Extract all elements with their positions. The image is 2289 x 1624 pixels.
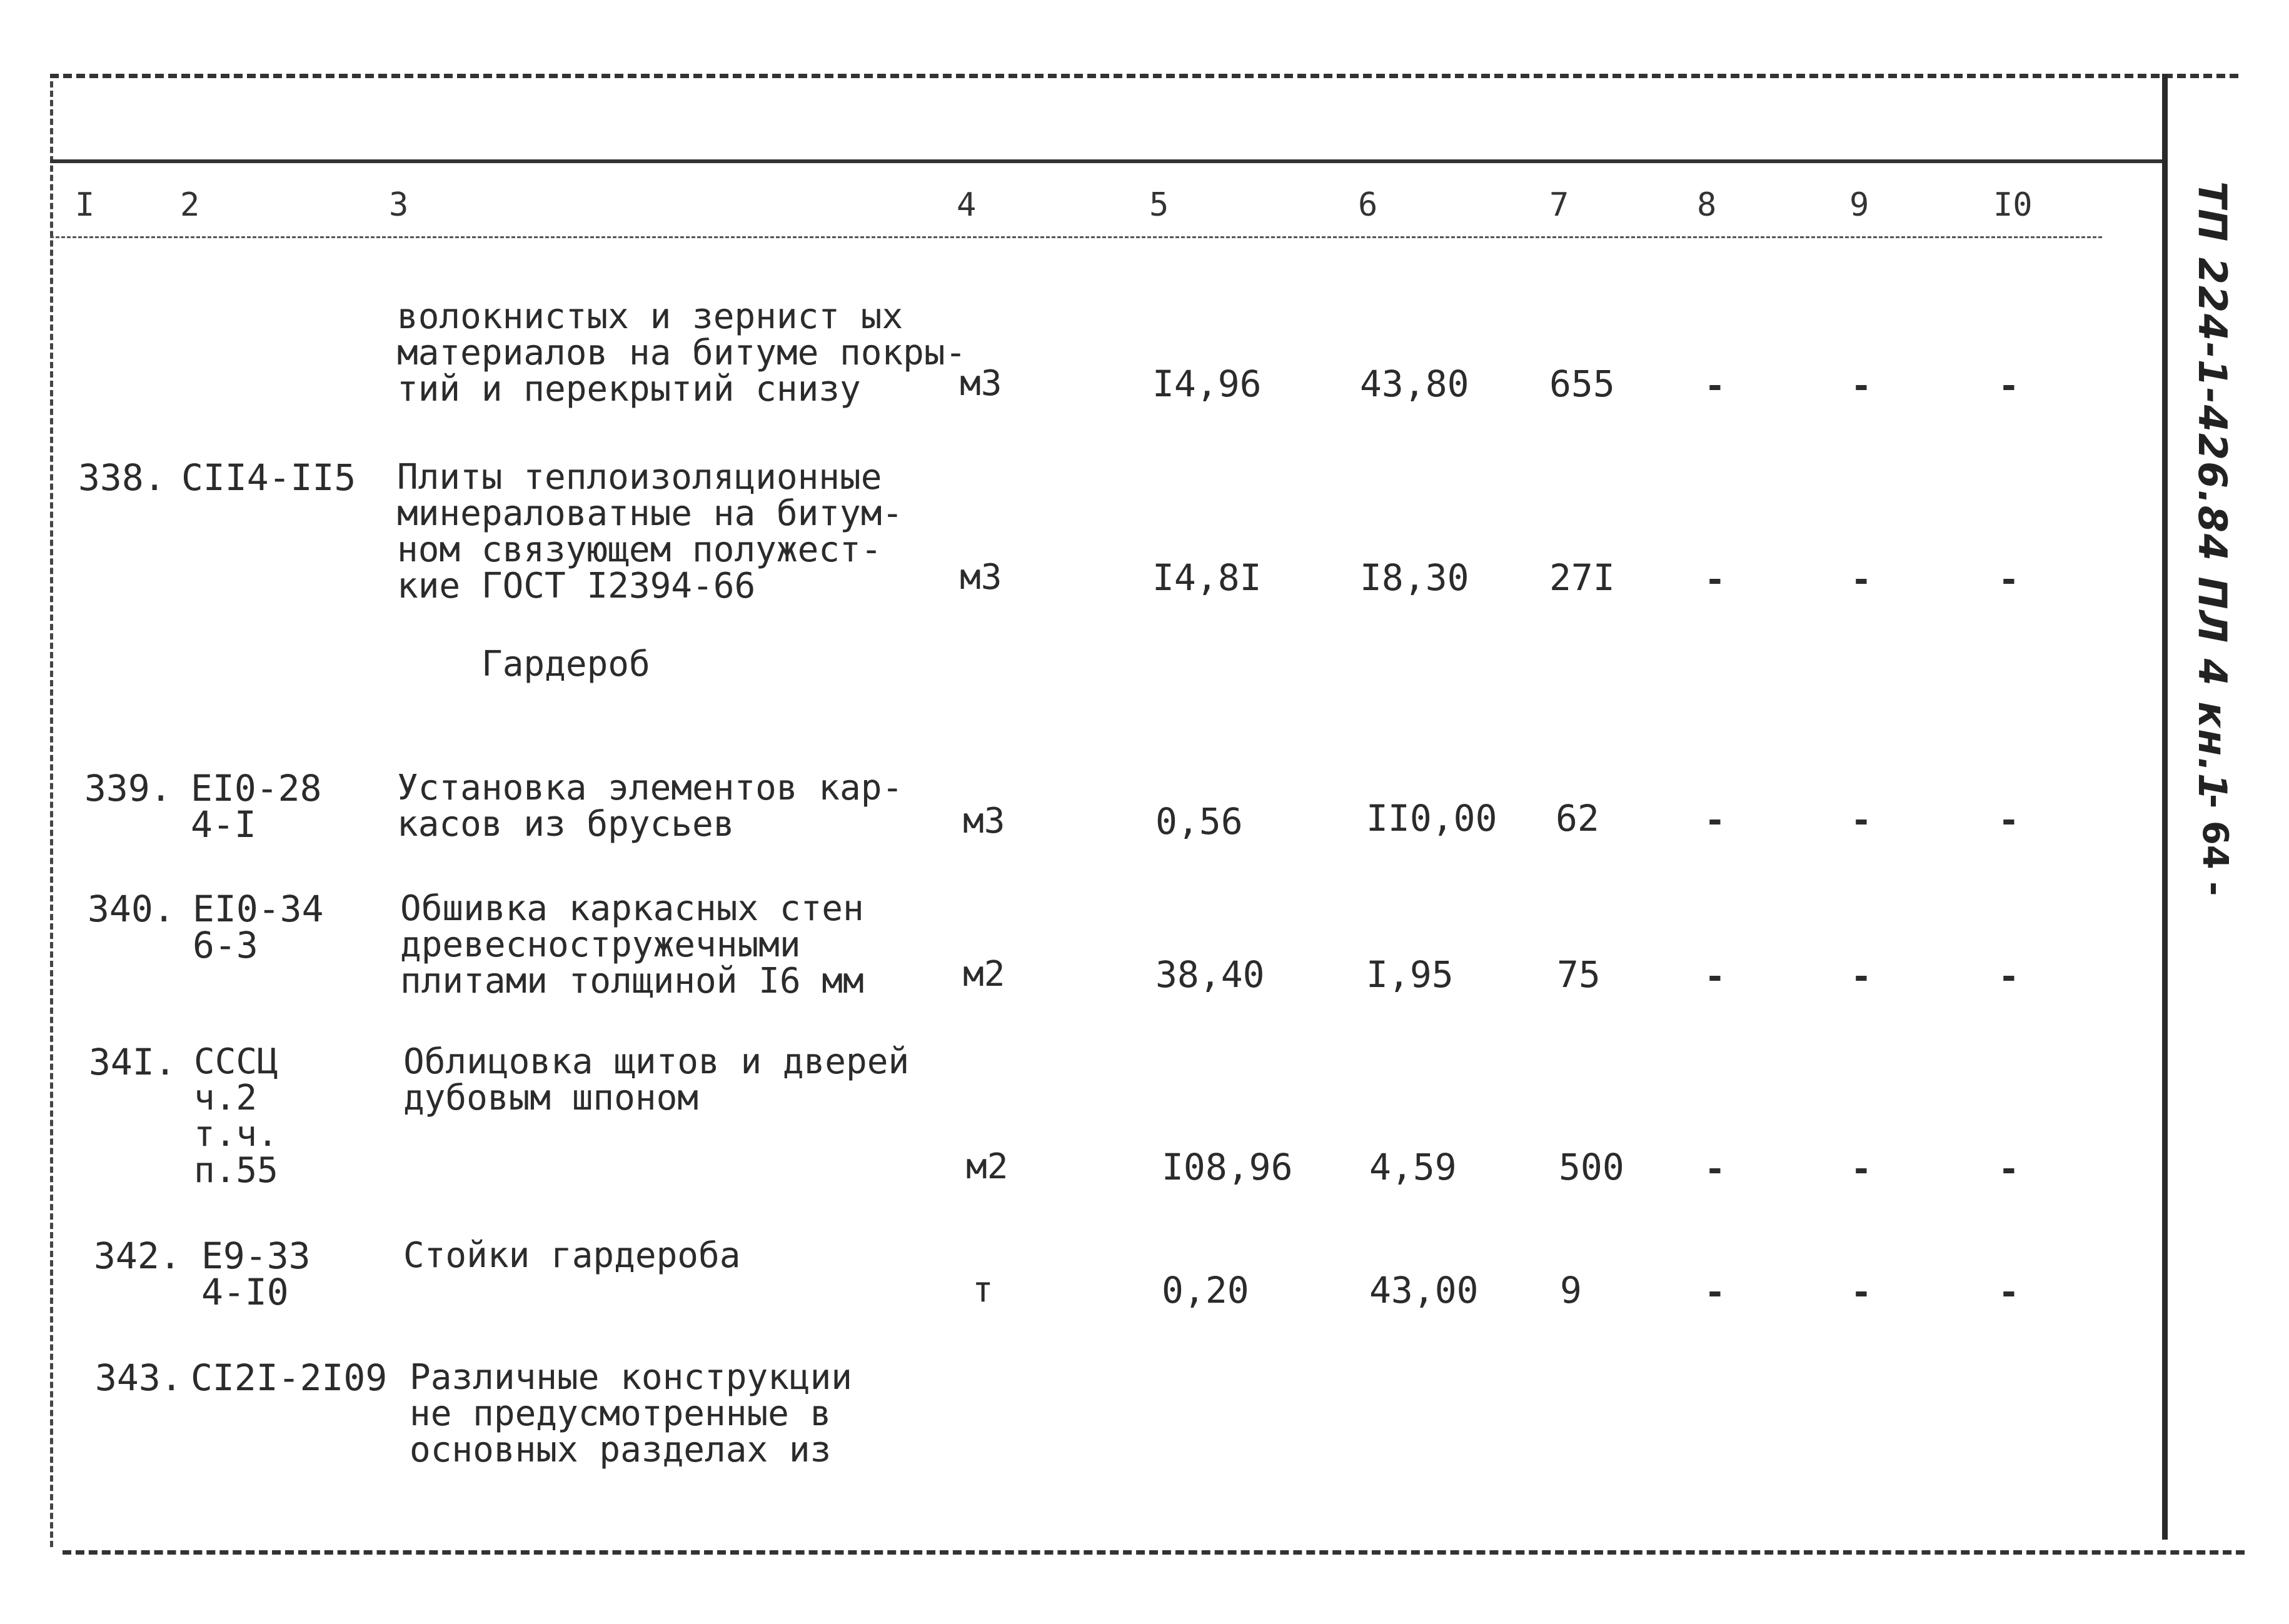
frame-bottom-border	[63, 1550, 2245, 1555]
row-code: EI0-28 4-I	[191, 767, 322, 846]
row-col10: -	[1998, 800, 2020, 841]
col-header-4: 4	[957, 186, 977, 224]
row-col9: -	[1851, 1272, 1872, 1313]
frame-left-border	[50, 81, 53, 1547]
row-number: 338.	[78, 456, 166, 499]
row-description: Стойки гардероба	[403, 1235, 741, 1276]
row-total: 655	[1549, 363, 1615, 405]
row-description: Установка элементов кар- касов из брусьев	[397, 768, 903, 845]
col-header-1: I	[75, 186, 95, 224]
col-header-5: 5	[1149, 186, 1169, 224]
col-header-9: 9	[1849, 186, 1869, 224]
row-total: 9	[1560, 1269, 1582, 1311]
col-header-3: 3	[389, 186, 409, 224]
row-number: 342.	[94, 1235, 181, 1277]
row-col10: -	[1998, 1149, 2020, 1190]
document-code: ТП 224-1-426.84 ПЛ 4 кн.1	[2190, 181, 2235, 801]
row-quantity: 0,56	[1155, 800, 1243, 843]
row-number: 34I.	[89, 1041, 176, 1083]
row-col9: -	[1851, 559, 1872, 600]
row-unit: м3	[960, 363, 1002, 404]
row-col9: -	[1851, 956, 1872, 997]
row-col8: -	[1704, 559, 1726, 600]
row-price: 43,80	[1360, 363, 1469, 405]
row-description: Обшивка каркасных стен древесностружечными плитами толщиной I6 мм	[400, 888, 864, 1001]
row-unit: м3	[960, 557, 1002, 598]
row-quantity: 0,20	[1162, 1269, 1249, 1311]
row-price: I8,30	[1360, 556, 1469, 599]
row-number: 340.	[88, 888, 175, 930]
row-description: волокнистых и зернист ых материалов на битуме покры- тий и перекрытий снизу	[397, 296, 967, 409]
row-price: 43,00	[1369, 1269, 1479, 1311]
row-quantity: I08,96	[1162, 1146, 1293, 1188]
row-col9: -	[1851, 800, 1872, 841]
row-col9: -	[1851, 366, 1872, 406]
row-code: CI2I-2I09	[191, 1356, 388, 1399]
header-separator	[50, 236, 2102, 238]
row-code: E9-33 4-I0	[201, 1235, 311, 1313]
row-description: Различные конструкции не предусмотренные в основных разделах из	[410, 1357, 853, 1470]
row-col10: -	[1998, 366, 2020, 406]
row-quantity: I4,8I	[1152, 556, 1262, 599]
row-price: 4,59	[1369, 1146, 1457, 1188]
right-margin-rule	[2162, 74, 2168, 1540]
row-unit: м3	[963, 801, 1005, 841]
page-number: - 64 -	[2195, 794, 2235, 896]
col-header-8: 8	[1697, 186, 1717, 224]
row-code: CII4-II5	[181, 456, 356, 499]
row-unit: м2	[966, 1146, 1009, 1187]
row-unit: т	[972, 1270, 994, 1310]
row-description: Плиты теплоизоляционные минераловатные на битум- ном связующем полужест- кие ГОСТ I2394-66	[397, 457, 903, 606]
section-title: Гардероб	[481, 644, 650, 684]
col-header-10: I0	[1993, 186, 2033, 224]
row-price: I,95	[1366, 953, 1454, 996]
row-code: СССЦ ч.2 т.ч. п.55	[194, 1041, 278, 1191]
row-col10: -	[1998, 559, 2020, 600]
col-header-7: 7	[1549, 186, 1569, 224]
col-header-6: 6	[1358, 186, 1378, 224]
row-unit: м2	[963, 954, 1005, 995]
row-number: 339.	[84, 767, 172, 809]
row-col10: -	[1998, 1272, 2020, 1313]
row-total: 500	[1559, 1146, 1624, 1188]
row-total: 62	[1556, 797, 1599, 840]
row-col10: -	[1998, 956, 2020, 997]
row-quantity: I4,96	[1152, 363, 1262, 405]
row-quantity: 38,40	[1155, 953, 1265, 996]
row-total: 27I	[1549, 556, 1615, 599]
row-col8: -	[1704, 956, 1726, 997]
frame-top-border	[50, 74, 2238, 78]
table-header-rule	[50, 159, 2165, 163]
row-col9: -	[1851, 1149, 1872, 1190]
row-number: 343.	[95, 1356, 183, 1399]
row-description: Облицовка щитов и дверей дубовым шпоном	[403, 1041, 910, 1118]
row-code: EI0-34 6-3	[193, 888, 324, 966]
row-col8: -	[1704, 1272, 1726, 1313]
row-col8: -	[1704, 1149, 1726, 1190]
col-header-2: 2	[180, 186, 200, 224]
row-total: 75	[1557, 953, 1601, 996]
row-col8: -	[1704, 366, 1726, 406]
row-col8: -	[1704, 800, 1726, 841]
row-price: II0,00	[1366, 797, 1497, 840]
